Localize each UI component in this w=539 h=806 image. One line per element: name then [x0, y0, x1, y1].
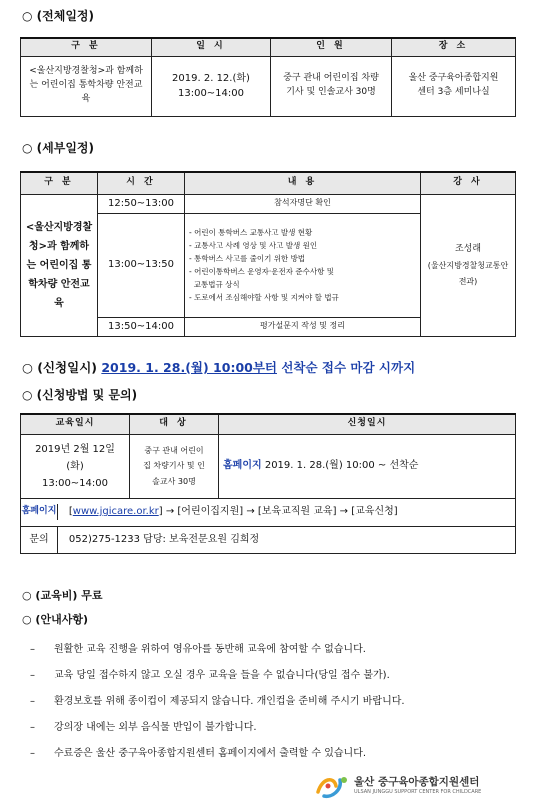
inquiry-row — [21, 526, 516, 553]
notice-item: – 교육 당일 접수하지 않고 오실 경우 교육을 들을 수 없습니다(당일 접수 불가). — [30, 670, 390, 681]
overall-category: <울산지방경찰청>과 함께하는 어린이집 통학차량 안전교육 — [21, 56, 152, 116]
apply-header-target: 대 상 — [130, 414, 219, 434]
section-fee: ○ (교육비) 무료 — [22, 589, 103, 602]
apply-date-link[interactable]: 2019. 1. 28.(월) 10:00부터 — [101, 360, 277, 375]
section-overall-title: ○ (전체일정) — [22, 9, 94, 23]
notice-item: – 원활한 교육 진행을 위하여 영유아를 동반해 교육에 참여할 수 없습니다. — [30, 644, 366, 655]
overall-datetime: 2019. 2. 12.(화) 13:00~14:00 — [152, 56, 271, 116]
instructor-org: (울산지방경찰청교통안전과) — [427, 261, 509, 286]
overall-place: 울산 중구육아종합지원센터 3층 세미나실 — [392, 56, 516, 116]
apply-method — [219, 434, 516, 498]
detail-item: - 어린이 통학버스 교통사고 발생 현황 — [189, 227, 313, 237]
header-people: 인 원 — [271, 38, 392, 56]
detail-schedule-table — [20, 171, 516, 337]
section-apply-date — [22, 358, 415, 376]
apply-header-date: 교육일시 — [21, 414, 130, 434]
apply-table — [20, 413, 516, 554]
org-logo — [314, 772, 526, 802]
detail-header-time: 시 간 — [98, 172, 185, 194]
homepage-row: 홈페이지 [www.jgicare.or.kr] → [어린이집지원] → [보육교직원 교육] → [교육신청] — [21, 498, 516, 526]
org-sub: ULSAN JUNGGU SUPPORT CENTER FOR CHILDCARE — [354, 789, 482, 795]
inquiry-text: 052)275-1233 담당: 보육전문요원 김희정 — [68, 533, 260, 545]
detail-header-content: 내 용 — [185, 172, 421, 194]
detail-content-3: 평가설문지 작성 및 정리 — [185, 317, 421, 336]
detail-time-1: 12:50~13:00 — [98, 194, 185, 213]
detail-content-1: 참석자명단 확인 — [185, 194, 421, 213]
org-name: 울산 중구육아종합지원센터 — [354, 776, 480, 788]
header-category: 구 분 — [21, 38, 152, 56]
homepage-link-short[interactable]: 홈페이지 — [223, 460, 262, 472]
apply-text: 2019. 1. 28.(월) 10:00 ~ 선착순 — [264, 460, 419, 472]
apply-target: 중구 관내 어린이집 차량기사 및 인솔교사 30명 — [130, 434, 219, 498]
section-notice-title: ○ (안내사항) — [22, 613, 88, 626]
detail-item: - 교통사고 사례 영상 및 사고 발생 원인 — [189, 240, 318, 250]
detail-time-2: 13:00~13:50 — [98, 213, 185, 317]
detail-header-category: 구 분 — [21, 172, 98, 194]
overall-people: 중구 관내 어린이집 차량기사 및 인솔교사 30명 — [271, 56, 392, 116]
notice-item: – 강의장 내에는 외부 음식물 반입이 불가합니다. — [30, 722, 257, 733]
detail-item: - 어린이통학버스 운영자·운전자 준수사항 및 — [189, 267, 335, 276]
detail-time-3: 13:50~14:00 — [98, 317, 185, 336]
homepage-label: 홈페이지 — [21, 504, 58, 520]
overall-schedule-table — [20, 37, 516, 117]
detail-category: <울산지방경찰청>과 함께하는 어린이집 통학차량 안전교육 — [21, 194, 98, 336]
notice-item: – 수료증은 울산 중구육아종합지원센터 홈페이지에서 출력할 수 있습니다. — [30, 748, 367, 759]
notice-item: – 환경보호를 위해 종이컵이 제공되지 않습니다. 개인컵을 준비해 주시기 바랍니다. — [30, 696, 405, 707]
section-detail-title: ○ (세부일정) — [22, 141, 94, 155]
detail-item: - 도로에서 조심해야할 사항 및 지켜야 할 법규 — [189, 293, 339, 303]
apply-date-prefix: ○ (신청일시) — [22, 360, 97, 375]
apply-date-suffix: 선착순 접수 마감 시까지 — [281, 360, 416, 375]
header-place: 장 소 — [392, 38, 516, 56]
detail-header-instructor: 강 사 — [421, 172, 516, 194]
apply-header-applydate: 신청일시 — [219, 414, 516, 434]
detail-instructor — [421, 194, 516, 336]
instructor-name: 조성래 — [454, 244, 482, 255]
detail-item: - 통학버스 사고를 줄이기 위한 방법 — [189, 253, 306, 263]
org-logo-icon — [314, 772, 350, 800]
apply-date: 2019년 2월 12일(화) 13:00~14:00 — [21, 434, 130, 498]
homepage-path: → [어린이집지원] → [보육교직원 교육] → [교육신청] — [165, 505, 398, 517]
homepage-url-link[interactable]: www.jgicare.or.kr — [72, 505, 159, 517]
detail-content-2 — [185, 213, 421, 317]
section-apply-method: ○ (신청방법 및 문의) — [22, 388, 138, 402]
detail-item: 교통법규 상식 — [189, 280, 240, 290]
header-datetime: 일 시 — [152, 38, 271, 56]
inquiry-label: 문의 — [21, 527, 58, 553]
